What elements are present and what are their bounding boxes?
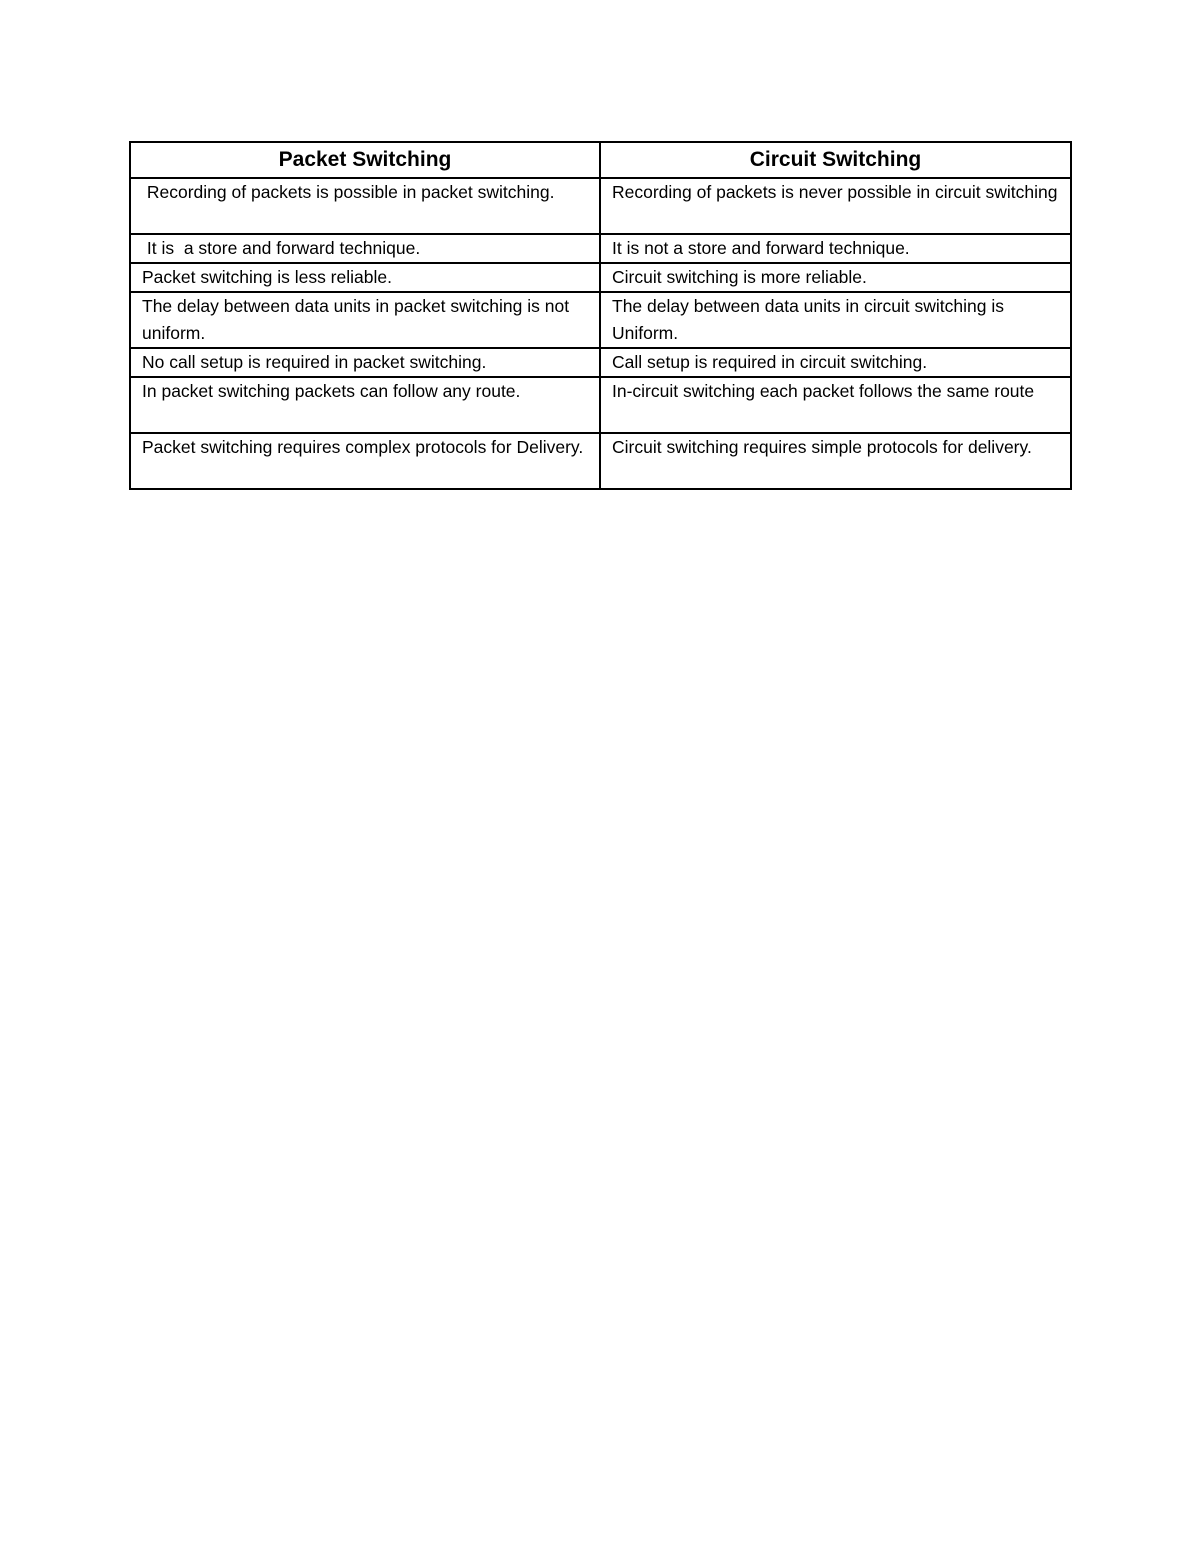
table-header-row bbox=[130, 142, 1071, 178]
table-cell: No call setup is required in packet switching. bbox=[130, 348, 600, 377]
table-row bbox=[130, 263, 1071, 292]
header-circuit-switching: Circuit Switching bbox=[600, 142, 1071, 178]
table-cell: The delay between data units in packet switching is not uniform. bbox=[130, 292, 600, 348]
table-row bbox=[130, 234, 1071, 263]
table-row bbox=[130, 433, 1071, 489]
table-cell: Recording of packets is possible in packet switching. bbox=[130, 178, 600, 234]
table-cell: Circuit switching is more reliable. bbox=[600, 263, 1071, 292]
table-cell: It is not a store and forward technique. bbox=[600, 234, 1071, 263]
table-cell: Recording of packets is never possible in circuit switching bbox=[600, 178, 1071, 234]
table-cell: Call setup is required in circuit switching. bbox=[600, 348, 1071, 377]
table-cell: In-circuit switching each packet follows the same route bbox=[600, 377, 1071, 433]
table-cell: The delay between data units in circuit switching is Uniform. bbox=[600, 292, 1071, 348]
table-cell: Circuit switching requires simple protocols for delivery. bbox=[600, 433, 1071, 489]
table-row bbox=[130, 292, 1071, 348]
table-row bbox=[130, 178, 1071, 234]
table-cell: Packet switching is less reliable. bbox=[130, 263, 600, 292]
table-row bbox=[130, 377, 1071, 433]
comparison-table bbox=[129, 141, 1072, 490]
header-packet-switching: Packet Switching bbox=[130, 142, 600, 178]
table-cell: Packet switching requires complex protocols for Delivery. bbox=[130, 433, 600, 489]
table-cell: It is a store and forward technique. bbox=[130, 234, 600, 263]
table-cell: In packet switching packets can follow any route. bbox=[130, 377, 600, 433]
table-row bbox=[130, 348, 1071, 377]
